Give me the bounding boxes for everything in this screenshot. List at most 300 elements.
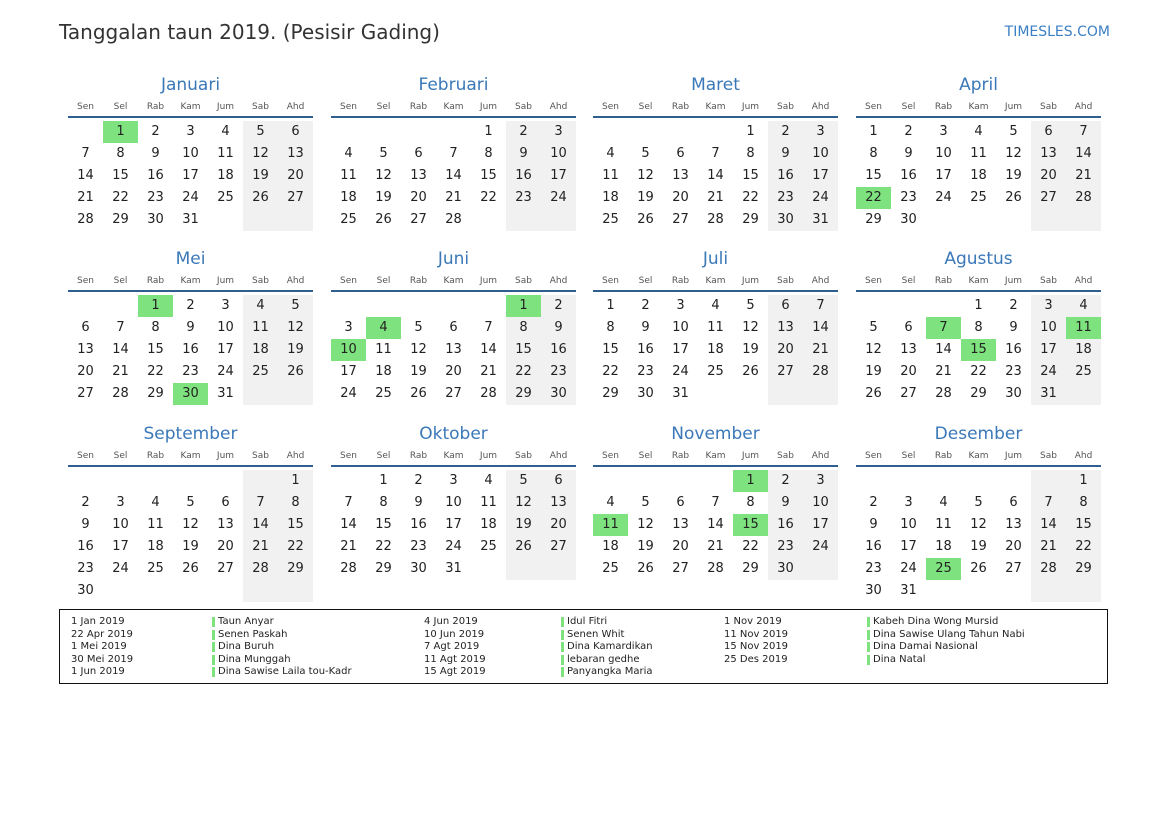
day-cell: 15: [506, 339, 541, 361]
day-cell: 14: [707, 168, 724, 183]
day-cell: 23: [541, 361, 576, 383]
day-cell: 27: [217, 561, 234, 576]
day-cell: 27: [900, 386, 917, 401]
weekday-header: Sen: [340, 451, 357, 461]
day-cell: 21: [445, 190, 462, 205]
day-cell: 24: [541, 187, 576, 209]
day-cell: 14: [803, 317, 838, 339]
day-cell: 3: [1031, 295, 1066, 317]
weekday-header: Sab: [777, 276, 794, 286]
weekday-header: Kam: [180, 102, 201, 112]
day-cell: 26: [637, 212, 654, 227]
day-cell: 27: [278, 187, 313, 209]
day-cell: 20: [672, 539, 689, 554]
day-cell: 4: [711, 298, 720, 313]
legend-date: 1 Nov 2019: [724, 616, 782, 627]
day-cell: 21: [707, 190, 724, 205]
day-cell: 25: [970, 190, 987, 205]
weekday-header: Kam: [443, 276, 464, 286]
day-cell: 8: [974, 320, 983, 335]
day-cell: 27: [77, 386, 94, 401]
weekday-header: Sen: [865, 276, 882, 286]
day-cell: 13: [217, 517, 234, 532]
day-cell: 1: [1066, 470, 1101, 492]
day-cell: 4: [939, 495, 948, 510]
weekday-header: Ahd: [811, 102, 830, 112]
month-name: Januari: [160, 75, 221, 95]
day-cell: 10: [217, 320, 234, 335]
day-cell: 12: [865, 342, 882, 357]
legend-holiday-name: Panyangka Maria: [567, 666, 653, 677]
weekday-header: Jum: [741, 451, 760, 461]
day-cell: 2: [414, 473, 423, 488]
day-cell: 7: [81, 146, 90, 161]
day-cell: 29: [865, 212, 882, 227]
day-cell: 7: [116, 320, 125, 335]
day-cell: 6: [449, 320, 458, 335]
day-cell: 14: [243, 514, 278, 536]
day-cell: 9: [151, 146, 160, 161]
day-cell: 21: [1066, 165, 1101, 187]
day-cell: 21: [803, 339, 838, 361]
day-cell: 14: [445, 168, 462, 183]
day-cell: 26: [278, 361, 313, 383]
day-cell: 3: [116, 495, 125, 510]
month-name: April: [959, 75, 998, 95]
day-cell: 17: [340, 364, 357, 379]
day-cell: 2: [641, 298, 650, 313]
day-cell: 5: [1009, 124, 1018, 139]
day-cell: 28: [707, 561, 724, 576]
day-cell: 19: [182, 539, 199, 554]
day-cell: 27: [1031, 187, 1066, 209]
weekday-header: Jum: [741, 102, 760, 112]
day-cell: 23: [147, 190, 164, 205]
weekday-header: Rab: [934, 451, 953, 461]
day-cell: 16: [541, 339, 576, 361]
day-cell: 22: [1066, 536, 1101, 558]
day-cell: 20: [410, 190, 427, 205]
month-name: Juli: [702, 249, 729, 269]
empty-weekend-cell: [541, 558, 576, 580]
day-cell: 6: [221, 495, 230, 510]
day-cell: 7: [243, 492, 278, 514]
weekday-header: Rab: [671, 451, 690, 461]
day-cell: 28: [480, 386, 497, 401]
legend-holiday-name: Dina Sawise Laila tou-Kadr: [218, 666, 352, 677]
weekday-header: Jum: [479, 102, 498, 112]
day-cell: 22: [506, 361, 541, 383]
day-cell: 27: [672, 561, 689, 576]
day-cell: 28: [803, 361, 838, 383]
day-cell: 28: [1066, 187, 1101, 209]
month-name: November: [671, 424, 760, 444]
day-cell: 19: [375, 190, 392, 205]
weekday-header: Jum: [216, 276, 235, 286]
legend-holiday-name: lebaran gedhe: [567, 653, 640, 665]
day-cell: 12: [637, 168, 654, 183]
weekday-header: Rab: [146, 276, 165, 286]
day-cell: 30: [147, 212, 164, 227]
weekday-header: Ahd: [549, 102, 568, 112]
page-title: Tanggalan taun 2019. (Pesisir Gading): [59, 20, 440, 44]
weekday-header: Ahd: [286, 102, 305, 112]
empty-weekend-cell: [278, 383, 313, 405]
day-cell: 22: [375, 539, 392, 554]
month-divider: [856, 465, 1101, 467]
day-cell: 1: [379, 473, 388, 488]
empty-weekend-cell: [506, 209, 541, 231]
day-cell: 11: [243, 317, 278, 339]
day-cell: 26: [375, 212, 392, 227]
day-cell: 28: [935, 386, 952, 401]
day-cell: 25: [375, 386, 392, 401]
day-cell: 30: [410, 561, 427, 576]
day-cell: 9: [869, 517, 878, 532]
day-cell: 15: [112, 168, 129, 183]
day-cell: 3: [803, 121, 838, 143]
day-cell: 14: [77, 168, 94, 183]
day-cell: 1: [869, 124, 878, 139]
month-name: Mei: [175, 249, 206, 269]
day-cell: 6: [541, 470, 576, 492]
day-cell: 21: [707, 539, 724, 554]
day-cell: 17: [900, 539, 917, 554]
month-divider: [331, 290, 576, 292]
legend-date: 1 Jan 2019: [71, 616, 125, 627]
empty-weekend-cell: [803, 558, 838, 580]
day-cell: 22: [278, 536, 313, 558]
legend-date: 11 Agt 2019: [424, 653, 486, 665]
month-divider: [593, 116, 838, 118]
day-cell: 9: [541, 317, 576, 339]
day-cell: 10: [541, 143, 576, 165]
day-cell: 20: [768, 339, 803, 361]
day-cell: 26: [637, 561, 654, 576]
day-cell: 23: [77, 561, 94, 576]
day-cell: 13: [672, 168, 689, 183]
day-cell: 9: [186, 320, 195, 335]
day-cell: 30: [77, 583, 94, 598]
day-cell: 26: [1005, 190, 1022, 205]
day-cell: 8: [484, 146, 493, 161]
day-cell: 21: [243, 536, 278, 558]
day-cell: 13: [1031, 143, 1066, 165]
day-cell: 6: [1009, 495, 1018, 510]
legend-date: 15 Agt 2019: [424, 666, 486, 677]
day-cell: 3: [221, 298, 230, 313]
day-cell: 29: [970, 386, 987, 401]
day-cell: 19: [970, 539, 987, 554]
day-cell: 29: [506, 383, 541, 405]
day-cell: 25: [1066, 361, 1101, 383]
day-cell: 24: [112, 561, 129, 576]
legend-holiday-name: Dina Buruh: [218, 641, 275, 652]
day-cell: 23: [182, 364, 199, 379]
holiday-day-cell: 4: [366, 317, 401, 339]
day-cell: 13: [445, 342, 462, 357]
day-cell: 17: [803, 514, 838, 536]
day-cell: 13: [672, 517, 689, 532]
day-cell: 29: [742, 561, 759, 576]
legend-date: 1 Mei 2019: [71, 641, 127, 652]
day-cell: 8: [606, 320, 615, 335]
month-divider: [331, 465, 576, 467]
holiday-day-cell: 1: [733, 470, 768, 492]
day-cell: 3: [939, 124, 948, 139]
weekday-header: Sab: [1040, 102, 1057, 112]
day-cell: 26: [742, 364, 759, 379]
day-cell: 17: [672, 342, 689, 357]
month-name: Oktober: [419, 424, 488, 444]
day-cell: 18: [707, 342, 724, 357]
day-cell: 4: [151, 495, 160, 510]
weekday-header: Sab: [252, 102, 269, 112]
holiday-day-cell: 22: [856, 187, 891, 209]
day-cell: 9: [904, 146, 913, 161]
day-cell: 13: [1005, 517, 1022, 532]
day-cell: 8: [116, 146, 125, 161]
day-cell: 6: [676, 146, 685, 161]
day-cell: 9: [641, 320, 650, 335]
empty-weekend-cell: [1031, 580, 1066, 602]
weekday-header: Rab: [409, 276, 428, 286]
legend-date: 11 Nov 2019: [724, 628, 789, 640]
day-cell: 30: [768, 558, 803, 580]
day-cell: 13: [278, 143, 313, 165]
day-cell: 25: [707, 364, 724, 379]
day-cell: 13: [410, 168, 427, 183]
day-cell: 24: [935, 190, 952, 205]
day-cell: 27: [768, 361, 803, 383]
weekday-header: Sel: [113, 102, 128, 112]
day-cell: 30: [637, 386, 654, 401]
day-cell: 24: [1031, 361, 1066, 383]
day-cell: 4: [974, 124, 983, 139]
weekday-header: Rab: [146, 102, 165, 112]
day-cell: 27: [1005, 561, 1022, 576]
day-cell: 24: [900, 561, 917, 576]
day-cell: 23: [768, 187, 803, 209]
weekday-header: Sel: [638, 451, 653, 461]
weekday-header: Sel: [638, 102, 653, 112]
month-name: Februari: [418, 75, 489, 95]
day-cell: 24: [672, 364, 689, 379]
day-cell: 30: [768, 209, 803, 231]
day-cell: 2: [768, 121, 803, 143]
weekday-header: Sel: [638, 276, 653, 286]
day-cell: 19: [410, 364, 427, 379]
month-divider: [856, 290, 1101, 292]
day-cell: 10: [803, 143, 838, 165]
day-cell: 21: [935, 364, 952, 379]
day-cell: 20: [278, 165, 313, 187]
day-cell: 24: [340, 386, 357, 401]
legend-holiday-name: Dina Damai Nasional: [873, 641, 978, 652]
day-cell: 31: [1031, 383, 1066, 405]
weekday-header: Sab: [777, 451, 794, 461]
day-cell: 12: [278, 317, 313, 339]
day-cell: 30: [900, 212, 917, 227]
day-cell: 29: [602, 386, 619, 401]
day-cell: 28: [112, 386, 129, 401]
day-cell: 5: [746, 298, 755, 313]
day-cell: 2: [151, 124, 160, 139]
weekday-header: Jum: [1004, 451, 1023, 461]
day-cell: 26: [970, 561, 987, 576]
month-divider: [593, 465, 838, 467]
day-cell: 7: [449, 146, 458, 161]
day-cell: 11: [935, 517, 952, 532]
day-cell: 19: [506, 514, 541, 536]
weekday-header: Jum: [216, 102, 235, 112]
day-cell: 10: [1031, 317, 1066, 339]
day-cell: 26: [506, 536, 541, 558]
weekday-header: Kam: [180, 276, 201, 286]
day-cell: 11: [375, 342, 392, 357]
empty-weekend-cell: [278, 580, 313, 602]
day-cell: 20: [1005, 539, 1022, 554]
weekday-header: Jum: [479, 276, 498, 286]
day-cell: 27: [410, 212, 427, 227]
weekday-header: Kam: [705, 276, 726, 286]
day-cell: 18: [602, 190, 619, 205]
weekday-header: Sen: [77, 276, 94, 286]
day-cell: 23: [768, 536, 803, 558]
holiday-day-cell: 7: [926, 317, 961, 339]
site-link[interactable]: TIMESLES.COM: [1004, 24, 1110, 40]
day-cell: 13: [77, 342, 94, 357]
day-cell: 20: [217, 539, 234, 554]
day-cell: 9: [1009, 320, 1018, 335]
weekday-header: Sen: [602, 102, 619, 112]
day-cell: 5: [506, 470, 541, 492]
day-cell: 26: [410, 386, 427, 401]
weekday-header: Rab: [146, 451, 165, 461]
day-cell: 21: [1031, 536, 1066, 558]
day-cell: 29: [742, 212, 759, 227]
day-cell: 11: [970, 146, 987, 161]
day-cell: 15: [602, 342, 619, 357]
day-cell: 28: [1031, 558, 1066, 580]
day-cell: 10: [935, 146, 952, 161]
day-cell: 22: [112, 190, 129, 205]
holiday-day-cell: 15: [961, 339, 996, 361]
day-cell: 12: [742, 320, 759, 335]
month-name: September: [143, 424, 238, 444]
day-cell: 22: [480, 190, 497, 205]
month-divider: [331, 116, 576, 118]
weekday-header: Rab: [934, 102, 953, 112]
weekday-header: Jum: [479, 451, 498, 461]
day-cell: 5: [243, 121, 278, 143]
legend-holiday-name: Dina Munggah: [218, 653, 291, 665]
day-cell: 19: [1005, 168, 1022, 183]
empty-weekend-cell: [243, 383, 278, 405]
day-cell: 6: [768, 295, 803, 317]
day-cell: 31: [803, 209, 838, 231]
weekday-header: Sab: [252, 451, 269, 461]
day-cell: 21: [340, 539, 357, 554]
day-cell: 20: [1031, 165, 1066, 187]
weekday-header: Sab: [515, 451, 532, 461]
day-cell: 15: [865, 168, 882, 183]
day-cell: 18: [935, 539, 952, 554]
day-cell: 2: [506, 121, 541, 143]
day-cell: 1: [278, 470, 313, 492]
legend-holiday-name: Dina Natal: [873, 653, 926, 665]
day-cell: 17: [217, 342, 234, 357]
day-cell: 19: [243, 165, 278, 187]
day-cell: 17: [1031, 339, 1066, 361]
legend-holiday-name: Senen Paskah: [218, 628, 288, 640]
day-cell: 19: [637, 539, 654, 554]
weekday-header: Ahd: [1074, 276, 1093, 286]
weekday-header: Sen: [340, 102, 357, 112]
day-cell: 2: [869, 495, 878, 510]
day-cell: 3: [904, 495, 913, 510]
day-cell: 4: [243, 295, 278, 317]
weekday-header: Ahd: [286, 451, 305, 461]
day-cell: 5: [641, 495, 650, 510]
day-cell: 10: [182, 146, 199, 161]
day-cell: 15: [1066, 514, 1101, 536]
day-cell: 29: [278, 558, 313, 580]
day-cell: 9: [768, 143, 803, 165]
holiday-day-cell: 11: [1066, 317, 1101, 339]
day-cell: 16: [77, 539, 94, 554]
weekday-header: Sel: [376, 276, 391, 286]
day-cell: 12: [410, 342, 427, 357]
day-cell: 3: [803, 470, 838, 492]
day-cell: 28: [445, 212, 462, 227]
day-cell: 8: [869, 146, 878, 161]
day-cell: 25: [243, 361, 278, 383]
weekday-header: Jum: [741, 276, 760, 286]
weekday-header: Sel: [376, 102, 391, 112]
day-cell: 8: [379, 495, 388, 510]
weekday-header: Kam: [968, 276, 989, 286]
day-cell: 10: [900, 517, 917, 532]
day-cell: 7: [344, 495, 353, 510]
day-cell: 1: [974, 298, 983, 313]
weekday-header: Ahd: [286, 276, 305, 286]
holiday-legend: [59, 609, 1108, 684]
day-cell: 20: [541, 514, 576, 536]
weekday-header: Rab: [934, 276, 953, 286]
day-cell: 25: [480, 539, 497, 554]
weekday-header: Kam: [705, 451, 726, 461]
day-cell: 31: [445, 561, 462, 576]
empty-weekend-cell: [803, 383, 838, 405]
day-cell: 22: [147, 364, 164, 379]
weekday-header: Sen: [865, 451, 882, 461]
day-cell: 7: [711, 495, 720, 510]
day-cell: 18: [243, 339, 278, 361]
day-cell: 20: [77, 364, 94, 379]
month-name: Maret: [691, 75, 740, 95]
day-cell: 15: [480, 168, 497, 183]
legend-date: 7 Agt 2019: [424, 641, 480, 652]
day-cell: 4: [1066, 295, 1101, 317]
day-cell: 25: [147, 561, 164, 576]
legend-date: 1 Jun 2019: [71, 666, 125, 677]
day-cell: 2: [768, 470, 803, 492]
day-cell: 23: [865, 561, 882, 576]
day-cell: 31: [900, 583, 917, 598]
day-cell: 26: [865, 386, 882, 401]
weekday-header: Sel: [901, 276, 916, 286]
